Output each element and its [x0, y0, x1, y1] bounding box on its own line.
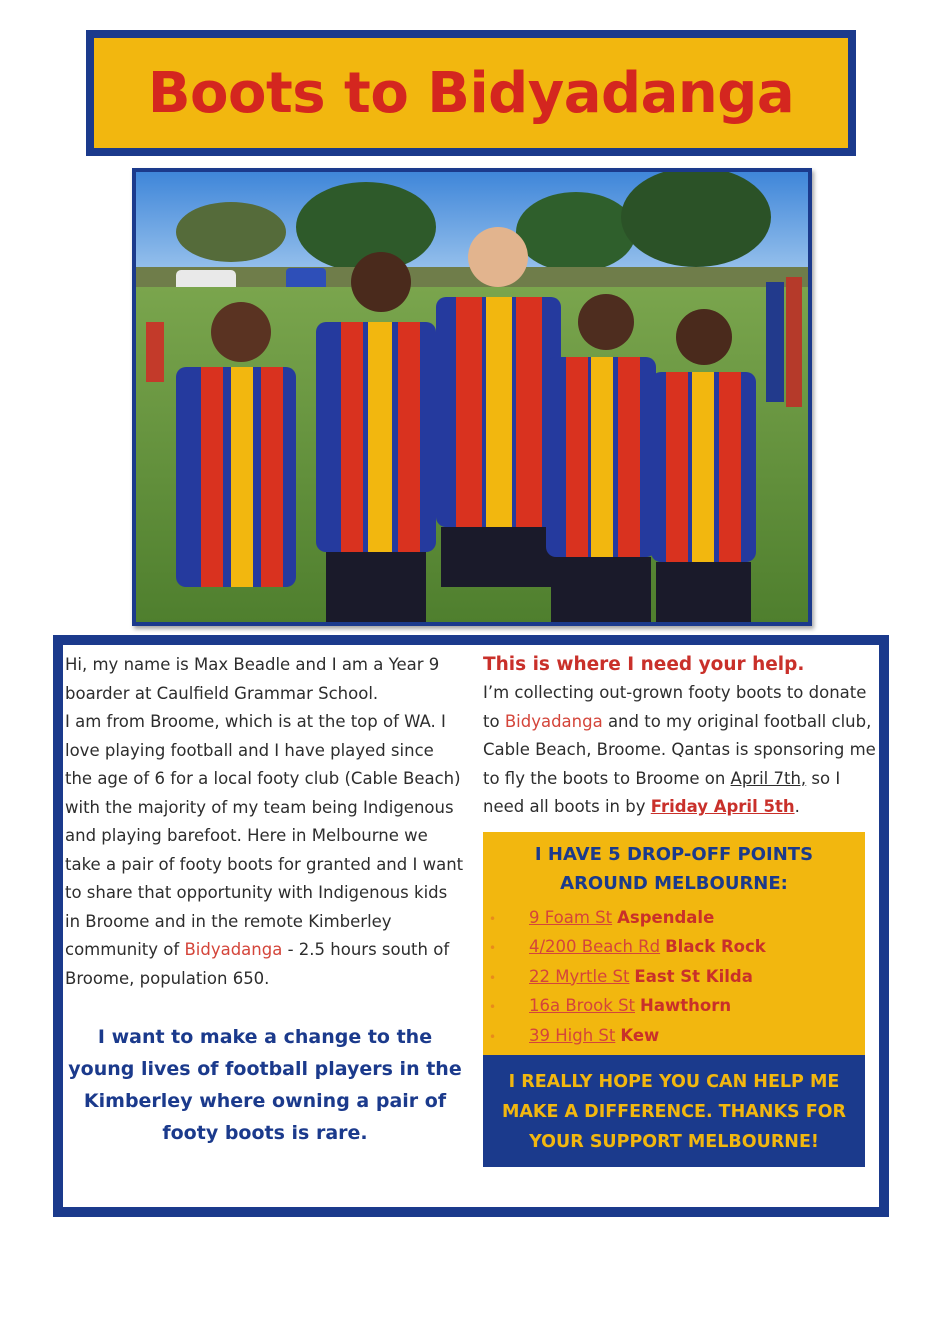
dropoff-item	[489, 1022, 859, 1052]
dropoff-item	[489, 933, 859, 963]
help-heading: This is where I need your help.	[483, 654, 805, 675]
dropoff-item	[489, 963, 859, 993]
dropoff-suburb: Aspendale	[617, 907, 715, 927]
dropoff-suburb: Black Rock	[665, 937, 766, 956]
dropoff-list	[489, 904, 859, 1052]
title-banner	[86, 30, 856, 156]
team-photo	[136, 172, 808, 622]
info-panel	[53, 635, 889, 1217]
dropoff-heading: I HAVE 5 DROP-OFF POINTS AROUND MELBOURNE:	[534, 843, 814, 894]
dropoff-street[interactable]: 9 Foam St	[529, 907, 613, 927]
story-body-highlight: Bidyadanga	[184, 940, 283, 959]
bullet-icon: •	[489, 1029, 497, 1044]
help-p4: .	[794, 797, 800, 816]
dropoff-box	[483, 832, 865, 1056]
help-p3: so I need all boots in by	[483, 768, 841, 816]
title-banner-inner	[94, 38, 848, 148]
bullet-icon: •	[489, 1000, 497, 1014]
closing-message: I REALLY HOPE YOU CAN HELP ME MAKE A DIFFERENCE. THANKS FOR YOUR SUPPORT MELBOURNE!	[483, 1055, 865, 1167]
dropoff-street[interactable]: 4/200 Beach Rd	[529, 937, 661, 956]
dropoff-suburb: East St Kilda	[634, 966, 753, 986]
story-body-before: I am from Broome, which is at the top of WA. I love playing football and I have played since the age of 6 for a local footy club (Cable Beach) with the majority of my team being Indigenous and playing barefoot. Here in Melbourne we take a pair of footy boots for granted and I want to share that opportunity with Indigenous kids in Broome and in the remote Kimberley community of	[65, 712, 464, 959]
story-text	[65, 651, 465, 993]
dropoff-item	[489, 992, 859, 1022]
story-column	[65, 651, 465, 1149]
bullet-icon: •	[489, 911, 497, 926]
help-date1: April 7th,	[730, 768, 807, 788]
bullet-icon: •	[489, 941, 497, 955]
page-title: Boots to Bidyadanga	[147, 60, 795, 126]
dropoff-suburb: Kew	[620, 1025, 660, 1045]
info-panel-inner	[63, 645, 879, 1207]
change-statement: I want to make a change to the young lives of football players in the Kimberley where owning a pair of footy boots is rare.	[68, 1026, 462, 1144]
help-date2: Friday April 5th	[650, 797, 795, 816]
story-body	[65, 708, 465, 993]
story-intro: Hi, my name is Max Beadle and I am a Year 9 boarder at Caulfield Grammar School.	[65, 655, 440, 703]
help-p1: I’m collecting out-grown footy boots to donate to	[483, 683, 867, 731]
help-paragraph	[483, 679, 879, 822]
dropoff-street[interactable]: 39 High St	[529, 1025, 616, 1045]
dropoff-street[interactable]: 22 Myrtle St	[529, 966, 630, 986]
help-p1-highlight: Bidyadanga	[504, 711, 603, 731]
dropoff-street[interactable]: 16a Brook St	[529, 996, 636, 1015]
dropoff-item	[489, 904, 859, 934]
help-p2: and to my original football club, Cable Beach, Broome. Qantas is sponsoring me to fly the boots to Broome on	[483, 711, 876, 788]
story-body-after: - 2.5 hours south of Broome, population 650.	[65, 940, 450, 988]
bullet-icon: •	[489, 970, 497, 985]
dropoff-suburb: Hawthorn	[640, 996, 732, 1015]
team-photo-frame	[132, 168, 812, 626]
help-column	[483, 651, 879, 1167]
